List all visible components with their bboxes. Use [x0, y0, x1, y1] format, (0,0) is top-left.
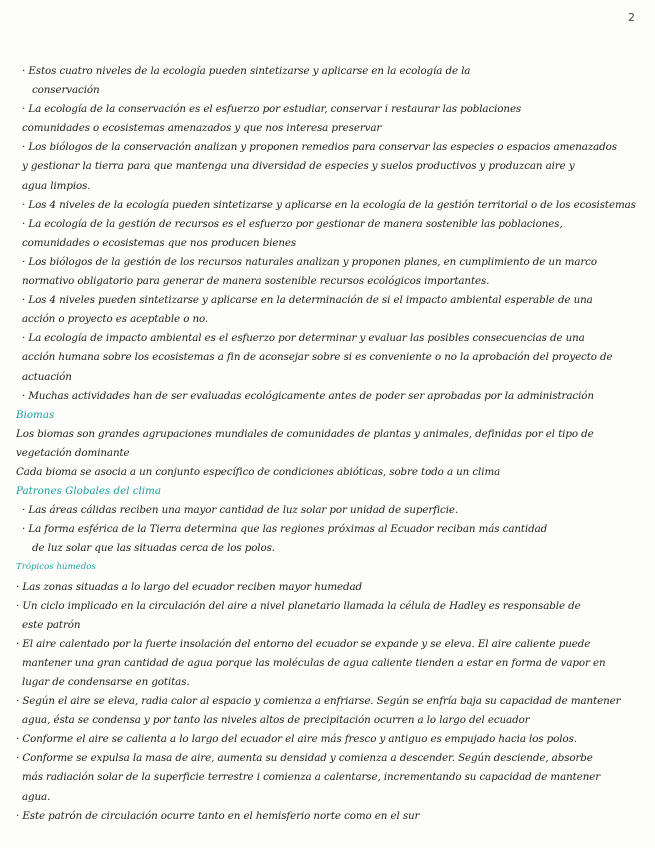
note-line: mantener una gran cantidad de agua porque las moléculas de agua caliente tienden a estar en forma de vapor en [22, 656, 606, 669]
note-line: normativo obligatorio para generar de manera sostenible recursos ecológicos importantes. [22, 275, 490, 288]
note-line: · Conforme el aire se calienta a lo largo del ecuador el aire más fresco y antiguo es empujado hacia los polos. [16, 733, 577, 746]
page-number: 2 [628, 11, 635, 24]
note-line: · Un ciclo implicado en la circulación del aire a nivel planetario llamada la célula de Hadley es responsable de [16, 599, 581, 612]
note-line: · Muchas actividades han de ser evaluadas ecológicamente antes de poder ser aprobadas por la administración [22, 389, 594, 402]
note-line: y gestionar la tierra para que mantenga una diversidad de especies y suelos productivos y produzcan aire y [22, 160, 575, 173]
note-line: · Los 4 niveles de la ecología pueden sintetizarse y aplicarse en la ecología de la gestión territorial o de los ecosistemas [22, 198, 636, 211]
note-line: comunidades o ecosistemas amenazados y que nos interesa preservar [22, 122, 382, 135]
note-line: · Los biólogos de la gestión de los recursos naturales analizan y proponen planes, en cumplimiento de un marco [22, 255, 597, 268]
note-line: · Conforme se expulsa la masa de aire, aumenta su densidad y comienza a descender. Según desciende, absorbe [16, 752, 593, 765]
note-line: este patrón [22, 618, 81, 631]
note-line: · Los 4 niveles pueden sintetizarse y aplicarse en la determinación de si el impacto ambiental esperable de una [22, 294, 593, 307]
note-line: más radiación solar de la superficie terrestre i comienza a calentarse, incrementando su capacidad de mantener [22, 771, 601, 784]
note-line: actuación [22, 370, 72, 383]
note-line: de luz solar que las situadas cerca de los polos. [32, 542, 275, 555]
note-line: Cada bioma se asocia a un conjunto específico de condiciones abióticas, sobre todo a un clima [16, 465, 501, 478]
section-heading: Biomas [16, 408, 55, 421]
note-line: · La ecología de la conservación es el esfuerzo por estudiar, conservar i restaurar las poblaciones [22, 103, 522, 116]
note-line: · La ecología de impacto ambiental es el esfuerzo por determinar y evaluar las posibles consecuencias de una [22, 332, 585, 345]
note-line: comunidades o ecosistemas que nos producen bienes [22, 236, 297, 249]
note-line: conservación [32, 84, 100, 97]
note-line: lugar de condensarse en gotitas. [22, 676, 190, 688]
note-line: acción humana sobre los ecosistemas a fin de aconsejar sobre si es conveniente o no la aprobación del proyecto de [22, 351, 613, 364]
section-heading: Trópicos húmedos [16, 562, 96, 573]
note-line: Los biomas son grandes agrupaciones mundiales de comunidades de plantas y animales, definidas por el tipo de [16, 427, 594, 440]
note-line: · Los biólogos de la conservación analizan y proponen remedios para conservar las especies o espacios amenazados [22, 141, 617, 154]
note-line: · Las áreas cálidas reciben una mayor cantidad de luz solar por unidad de superficie. [22, 504, 459, 517]
note-line: · Las zonas situadas a lo largo del ecuador reciben mayor humedad [16, 580, 362, 593]
note-line: agua, ésta se condensa y por tanto las niveles altos de precipitación ocurren a lo largo del ecuador [22, 714, 530, 727]
note-line: · Este patrón de circulación ocurre tanto en el hemisferio norte como en el sur [16, 809, 420, 822]
note-line: · Según el aire se eleva, radia calor al espacio y comienza a enfriarse. Según se enfría baja su capacidad de mantener [16, 695, 621, 708]
note-line: vegetación dominante [16, 446, 130, 459]
note-line: · La forma esférica de la Tierra determina que las regiones próximas al Ecuador reciban más cantidad [22, 523, 548, 536]
note-line: agua limpios. [22, 179, 91, 192]
note-line: · El aire calentado por la fuerte insolación del entorno del ecuador se expande y se eleva. El aire caliente puede [16, 637, 591, 650]
section-heading: Patrones Globales del clima [16, 485, 162, 498]
note-line: · Estos cuatro niveles de la ecología pueden sintetizarse y aplicarse en la ecología de la [22, 65, 471, 77]
note-line: · La ecología de la gestión de recursos es el esfuerzo por gestionar de manera sostenible las poblaciones, [22, 217, 563, 230]
note-line: agua. [22, 790, 51, 803]
note-line: acción o proyecto es aceptable o no. [22, 313, 209, 326]
notes-body [16, 62, 643, 826]
